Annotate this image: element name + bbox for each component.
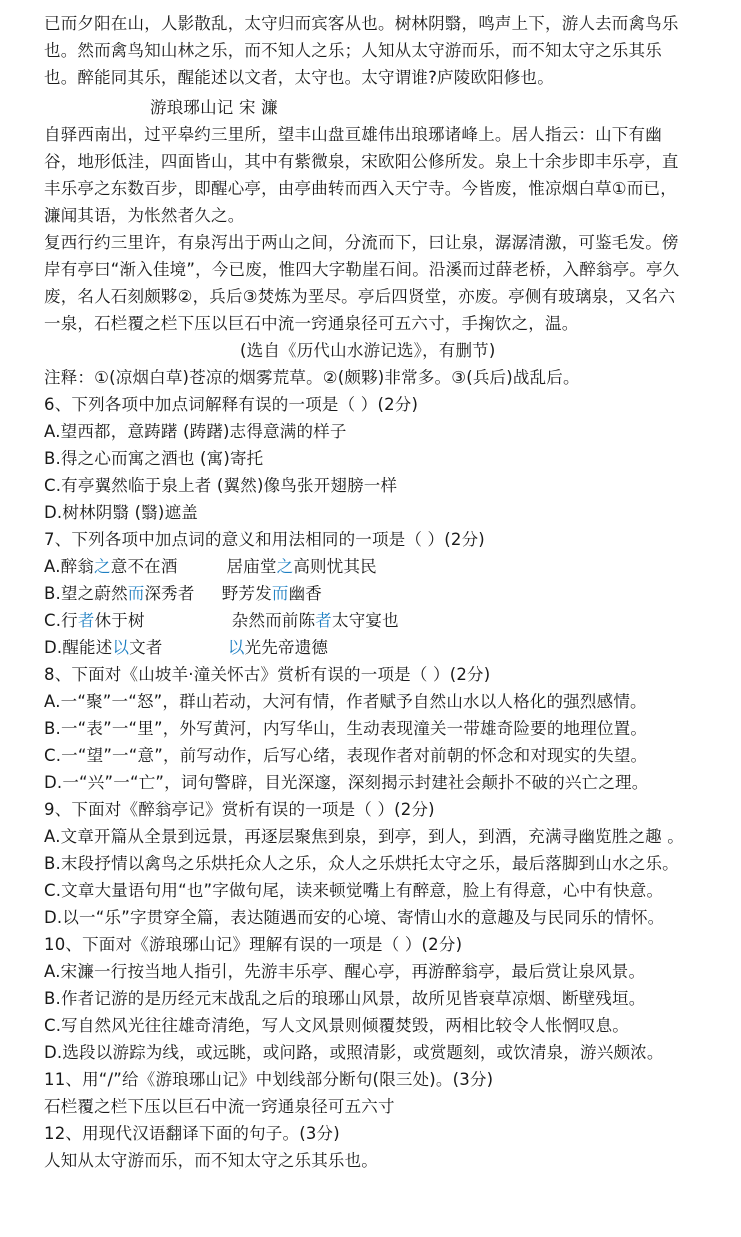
passage2-line-1: 自驿西南出，过平皋约三里所，望丰山盘亘雄伟出琅琊诸峰上。居人指云：山下有幽 — [44, 125, 662, 144]
q10-stem: 10、下面对《游琅琊山记》理解有误的一项是（ ）(2分) — [44, 935, 463, 954]
q7-c-mark2: 者 — [315, 611, 332, 630]
q6-option-d: D.树林阴翳 (翳)遮盖 — [44, 503, 198, 522]
q7-stem: 7、下列各项中加点词的意义和用法相同的一项是（ ）(2分) — [44, 530, 485, 549]
q11-sentence: 石栏覆之栏下压以巨石中流一窍通泉径可五六寸 — [44, 1097, 395, 1116]
q7-b-pre: B.望之蔚然 — [44, 584, 128, 603]
q8-stem: 8、下面对《山坡羊·潼关怀古》赏析有误的一项是（ ）(2分) — [44, 665, 491, 684]
q7-a-pre: A.醉翁 — [44, 557, 95, 576]
passage2-line-8: 一泉，石栏覆之栏下压以巨石中流一窍通泉径可五六寸，手掬饮之，温。 — [44, 314, 579, 333]
q7-b-post: 幽香 — [288, 584, 323, 603]
q7-c-pre: C.行 — [44, 611, 78, 630]
q7-b-mark2: 而 — [271, 584, 289, 603]
passage2-line-7: 废，名人石刻颇夥②，兵后③焚炼为垩尽。亭后四贤堂，亦废。亭侧有玻璃泉，又名六 — [44, 287, 676, 306]
passage2-line-4: 濂闻其语，为怅然者久之。 — [44, 206, 245, 225]
q7-a-mid: 意不在酒 居庙堂 — [110, 557, 277, 576]
passage1-line-1: 已而夕阳在山，人影散乱，太守归而宾客从也。树林阴翳，鸣声上下，游人去而禽鸟乐 — [44, 14, 679, 33]
q8-option-b: B.一“表”一“里”，外写黄河，内写华山，生动表现潼关一带雄奇险要的地理位置。 — [44, 719, 648, 738]
q9-option-b: B.末段抒情以禽鸟之乐烘托众人之乐，众人之乐烘托太守之乐，最后落脚到山水之乐。 — [44, 854, 679, 873]
passage2-line-2: 谷，地形低洼，四面皆山，其中有紫微泉，宋欧阳公修所发。泉上十余步即丰乐亭，直 — [44, 152, 679, 171]
q7-c-mid: 休于树 杂然而前陈 — [94, 611, 316, 630]
q7-d-mid: 文者 — [129, 638, 228, 657]
q7-d-mark: 以 — [112, 638, 130, 657]
q6-option-c: C.有亭翼然临于泉上者 (翼然)像鸟张开翅膀一样 — [44, 476, 398, 495]
q9-option-d: D.以一“乐”字贯穿全篇，表达随遇而安的心境、寄情山水的意趣及与民同乐的情怀。 — [44, 908, 665, 927]
q8-option-c: C.一“望”一“意”，前写动作，后写心绪，表现作者对前朝的怀念和对现实的失望。 — [44, 746, 648, 765]
q9-option-c: C.文章大量语句用“也”字做句尾，读来顿觉嘴上有醉意，脸上有得意，心中有快意。 — [44, 881, 664, 900]
q7-c-post: 太守宴也 — [332, 611, 399, 630]
q7-b-mid: 深秀者 野芳发 — [144, 584, 272, 603]
q7-option-d — [44, 634, 328, 661]
passage2-line-5: 复西行约三里许，有泉泻出于两山之间，分流而下，曰让泉，潺潺清激，可鉴毛发。傍 — [44, 233, 679, 252]
q7-option-b — [44, 580, 322, 607]
q12-stem: 12、用现代汉语翻译下面的句子。(3分) — [44, 1124, 340, 1143]
q6-stem: 6、下列各项中加点词解释有误的一项是（ ）(2分) — [44, 395, 419, 414]
passage2-line-3: 丰乐亭之东数百步，即醒心亭，由亭曲转而西入天宁寺。今皆废，惟凉烟白草①而已， — [44, 179, 677, 198]
q8-option-d: D.一“兴”一“亡”，词句警辟，目光深邃，深刻揭示封建社会颠扑不破的兴亡之理。 — [44, 773, 649, 792]
q10-option-b: B.作者记游的是历经元末战乱之后的琅琊山风景，故所见皆衰草凉烟、断壁残垣。 — [44, 989, 646, 1008]
q11-stem: 11、用“/”给《游琅琊山记》中划线部分断句(限三处)。(3分) — [44, 1070, 494, 1089]
q6-option-b: B.得之心而寓之酒也 (寓)寄托 — [44, 449, 264, 468]
q12-sentence: 人知从太守游而乐，而不知太守之乐其乐也。 — [44, 1151, 378, 1170]
q9-option-a: A.文章开篇从全景到远景，再逐层聚焦到泉，到亭，到人，到酒，充满寻幽览胜之趣 。 — [44, 827, 684, 846]
passage1-line-3: 也。醉能同其乐，醒能述以文者，太守也。太守谓谁?庐陵欧阳修也。 — [44, 68, 554, 87]
passage2-notes: 注释：①(凉烟白草)苍凉的烟雾荒草。②(颇夥)非常多。③(兵后)战乱后。 — [44, 368, 580, 387]
q6-option-a: A.望西都，意踌躇 (踌躇)志得意满的样子 — [44, 422, 347, 441]
passage1-line-2: 也。然而禽鸟知山林之乐，而不知人之乐；人知从太守游而乐，而不知太守之乐其乐 — [44, 41, 662, 60]
q7-d-mark2: 以 — [227, 638, 245, 657]
q9-stem: 9、下面对《醉翁亭记》赏析有误的一项是（ ）(2分) — [44, 800, 435, 819]
passage2-source: (选自《历代山水游记选》，有删节) — [240, 341, 496, 360]
q10-option-a: A.宋濂一行按当地人指引，先游丰乐亭、醒心亭，再游醉翁亭，最后赏让泉风景。 — [44, 962, 646, 981]
passage2-title: 游琅琊山记 宋 濂 — [150, 98, 278, 117]
q10-option-d: D.选段以游踪为线，或远眺，或问路，或照清影，或赏题刻，或饮清泉，游兴颇浓。 — [44, 1043, 664, 1062]
q7-d-pre: D.醒能述 — [44, 638, 113, 657]
q7-option-c — [44, 607, 399, 634]
q7-a-mark2: 之 — [276, 557, 294, 576]
q10-option-c: C.写自然风光往往雄奇清绝，写人文风景则倾覆焚毁，两相比较令人怅惘叹息。 — [44, 1016, 629, 1035]
q7-c-mark: 者 — [77, 611, 95, 630]
passage2-line-6: 岸有亭曰“渐入佳境”，今已废，惟四大字勒崖石间。沿溪而过薛老桥，入醉翁亭。亭久 — [44, 260, 680, 279]
q7-d-post: 光先帝遗德 — [244, 638, 329, 657]
q7-b-mark: 而 — [127, 584, 145, 603]
q7-option-a — [44, 553, 377, 580]
q7-a-mark: 之 — [94, 557, 111, 576]
q8-option-a: A.一“聚”一“怒”，群山若动，大河有情，作者赋予自然山水以人格化的强烈感情。 — [44, 692, 647, 711]
q7-a-post: 高则忧其民 — [293, 557, 377, 576]
